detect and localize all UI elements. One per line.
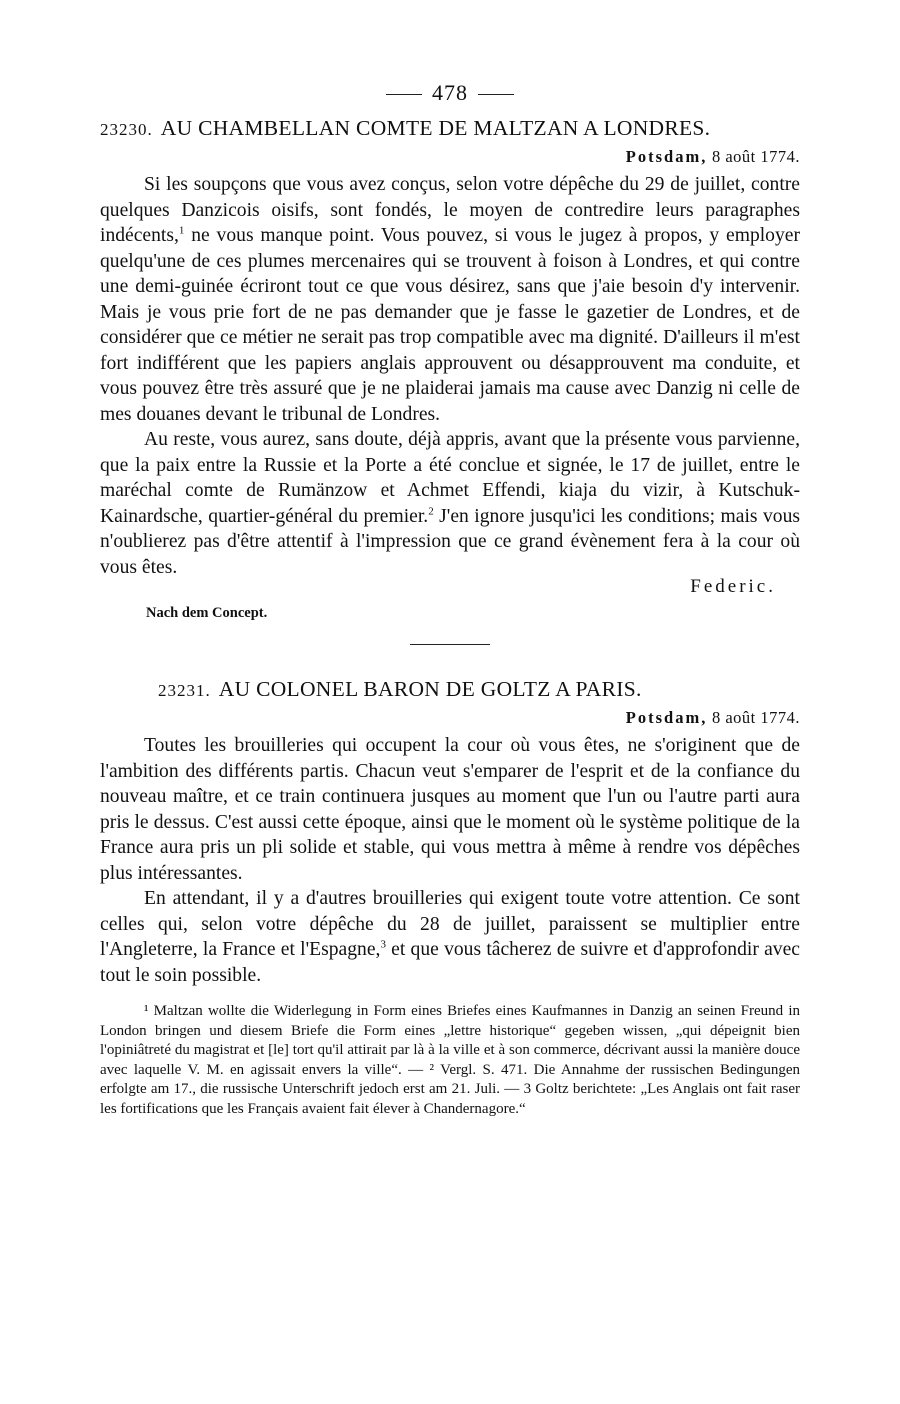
dash-left — [386, 94, 422, 95]
footnote-ref: 2 — [428, 504, 434, 517]
dateline — [100, 707, 800, 729]
letter-title: AU COLONEL BARON DE GOLTZ A PARIS. — [218, 677, 642, 701]
paragraph — [100, 733, 800, 886]
dash-right — [478, 94, 514, 95]
paragraph-text: et que vous tâcherez de suivre et d'approfondir avec tout le soin possible. — [100, 939, 800, 986]
dateline-date: 8 août 1774. — [711, 147, 800, 166]
footnote-ref: 1 — [178, 224, 185, 237]
paragraph — [100, 172, 800, 427]
paragraph-text: J'en ignore jusqu'ici les conditions; mais vous n'oublierez pas d'être attentif à l'impression que ce grand évènement fera à la cour où vous êtes. — [100, 505, 801, 578]
letter-heading — [100, 114, 800, 144]
paragraph-text: En attendant, il y a d'autres brouilleries qui exigent toute votre attention. Ce sont celles qui, selon votre dépêche du 28 de juillet, paraissent se multiplier entre l'Angleterre, la France et l'Espagne, — [100, 888, 800, 960]
footnote-ref: 3 — [380, 938, 386, 951]
letter-number: 23231. — [158, 681, 211, 700]
letter-23231 — [100, 675, 800, 988]
letter-title: AU CHAMBELLAN COMTE DE MALTZAN A LONDRES. — [160, 116, 711, 140]
page-number-line — [100, 80, 800, 106]
paragraph-text: ne vous manque point. Vous pouvez, si vous le jugez à propos, y employer quelqu'une de ces plumes mercenaires qui se trouvent à foison à Londres, et qui contre une demi-guinée écriront tout ce que vous désirez, sans que j'aie besoin d'y intervenir. Mais je vous prie fort de ne pas demander que je fasse le gazetier de Londres, et de considérer que ce métier ne serait pas trop compatible avec ma dignité. D'ailleurs il m'est fort indifférent que les papiers anglais approuvent ou désapprouvent ma conduite, et vous pouvez être très assuré que je ne plaiderai jamais ma cause avec Danzig ni celle de mes douanes devant le tribunal de Londres. — [100, 225, 800, 425]
paragraph-text: Si les soupçons que vous avez conçus, selon votre dépêche du 29 de juillet, contre quelques Danzicois oisifs, sont fondés, le moyen de contredire leurs paragraphes indécents, — [100, 174, 800, 246]
source-note: Nach dem Concept. — [146, 605, 268, 621]
signature-row — [100, 576, 800, 604]
page-number: 478 — [432, 80, 468, 105]
document-page — [100, 80, 800, 1120]
letter-heading — [100, 675, 800, 705]
section-divider — [410, 644, 490, 645]
footnote-text: ¹ Maltzan wollte die Widerlegung in Form eines Briefes eines Kaufmannes in Danzig an seinen Freund in London bringen und diesem Briefe die Form eines „lettre historique“ gegeben wissen, „qui dépeignit bien l'opiniâtreté du magistrat et [le] tort qu'il attirait par là à la ville et à son commerce, décrivant aussi la manière douce avec laquelle V. M. en agissait envers la ville“. — ² Vergl. S. 471. Die Annahme der russischen Bedingungen erfolgte am 17., die russische Unterschrift jedoch erst am 21. Juli. — 3 Goltz berichtete: „Les Anglais ont fait raser les fortifications que les Français avaient fait élever à Chandernagore.“ — [100, 1003, 800, 1117]
footnotes — [100, 1002, 800, 1120]
dateline-date: 8 août 1774. — [711, 708, 800, 727]
dateline-place: Potsdam, — [625, 708, 708, 727]
paragraph — [100, 427, 800, 580]
dateline — [100, 146, 800, 168]
paragraph-text: Toutes les brouilleries qui occupent la cour où vous êtes, ne s'originent que de l'ambition des différents partis. Chacun veut s'emparer de l'esprit et de la confiance du nouveau maître, et ce train continuera jusques au moment que l'un ou l'autre parti aura pris le dessus. C'est aussi cette époque, ainsi que le moment où le système politique de la France aura pris un pli solide et stable, qui vous mettra à même à rendre vos dépêches plus intéressantes. — [100, 735, 800, 884]
letter-number: 23230. — [100, 120, 153, 139]
dateline-place: Potsdam, — [625, 147, 708, 166]
letter-23230 — [100, 114, 800, 622]
paragraph-text: Au reste, vous aurez, sans doute, déjà appris, avant que la présente vous parvienne, que la paix entre la Russie et la Porte a été conclue et signée, le 17 de juillet, entre le maréchal comte de Rumänzow et Achmet Effendi, kiaja du vizir, à Kutschuk-Kainardsche, quartier-général du premier. — [100, 429, 800, 527]
paragraph — [100, 886, 800, 988]
signature: Federic. — [690, 576, 776, 597]
